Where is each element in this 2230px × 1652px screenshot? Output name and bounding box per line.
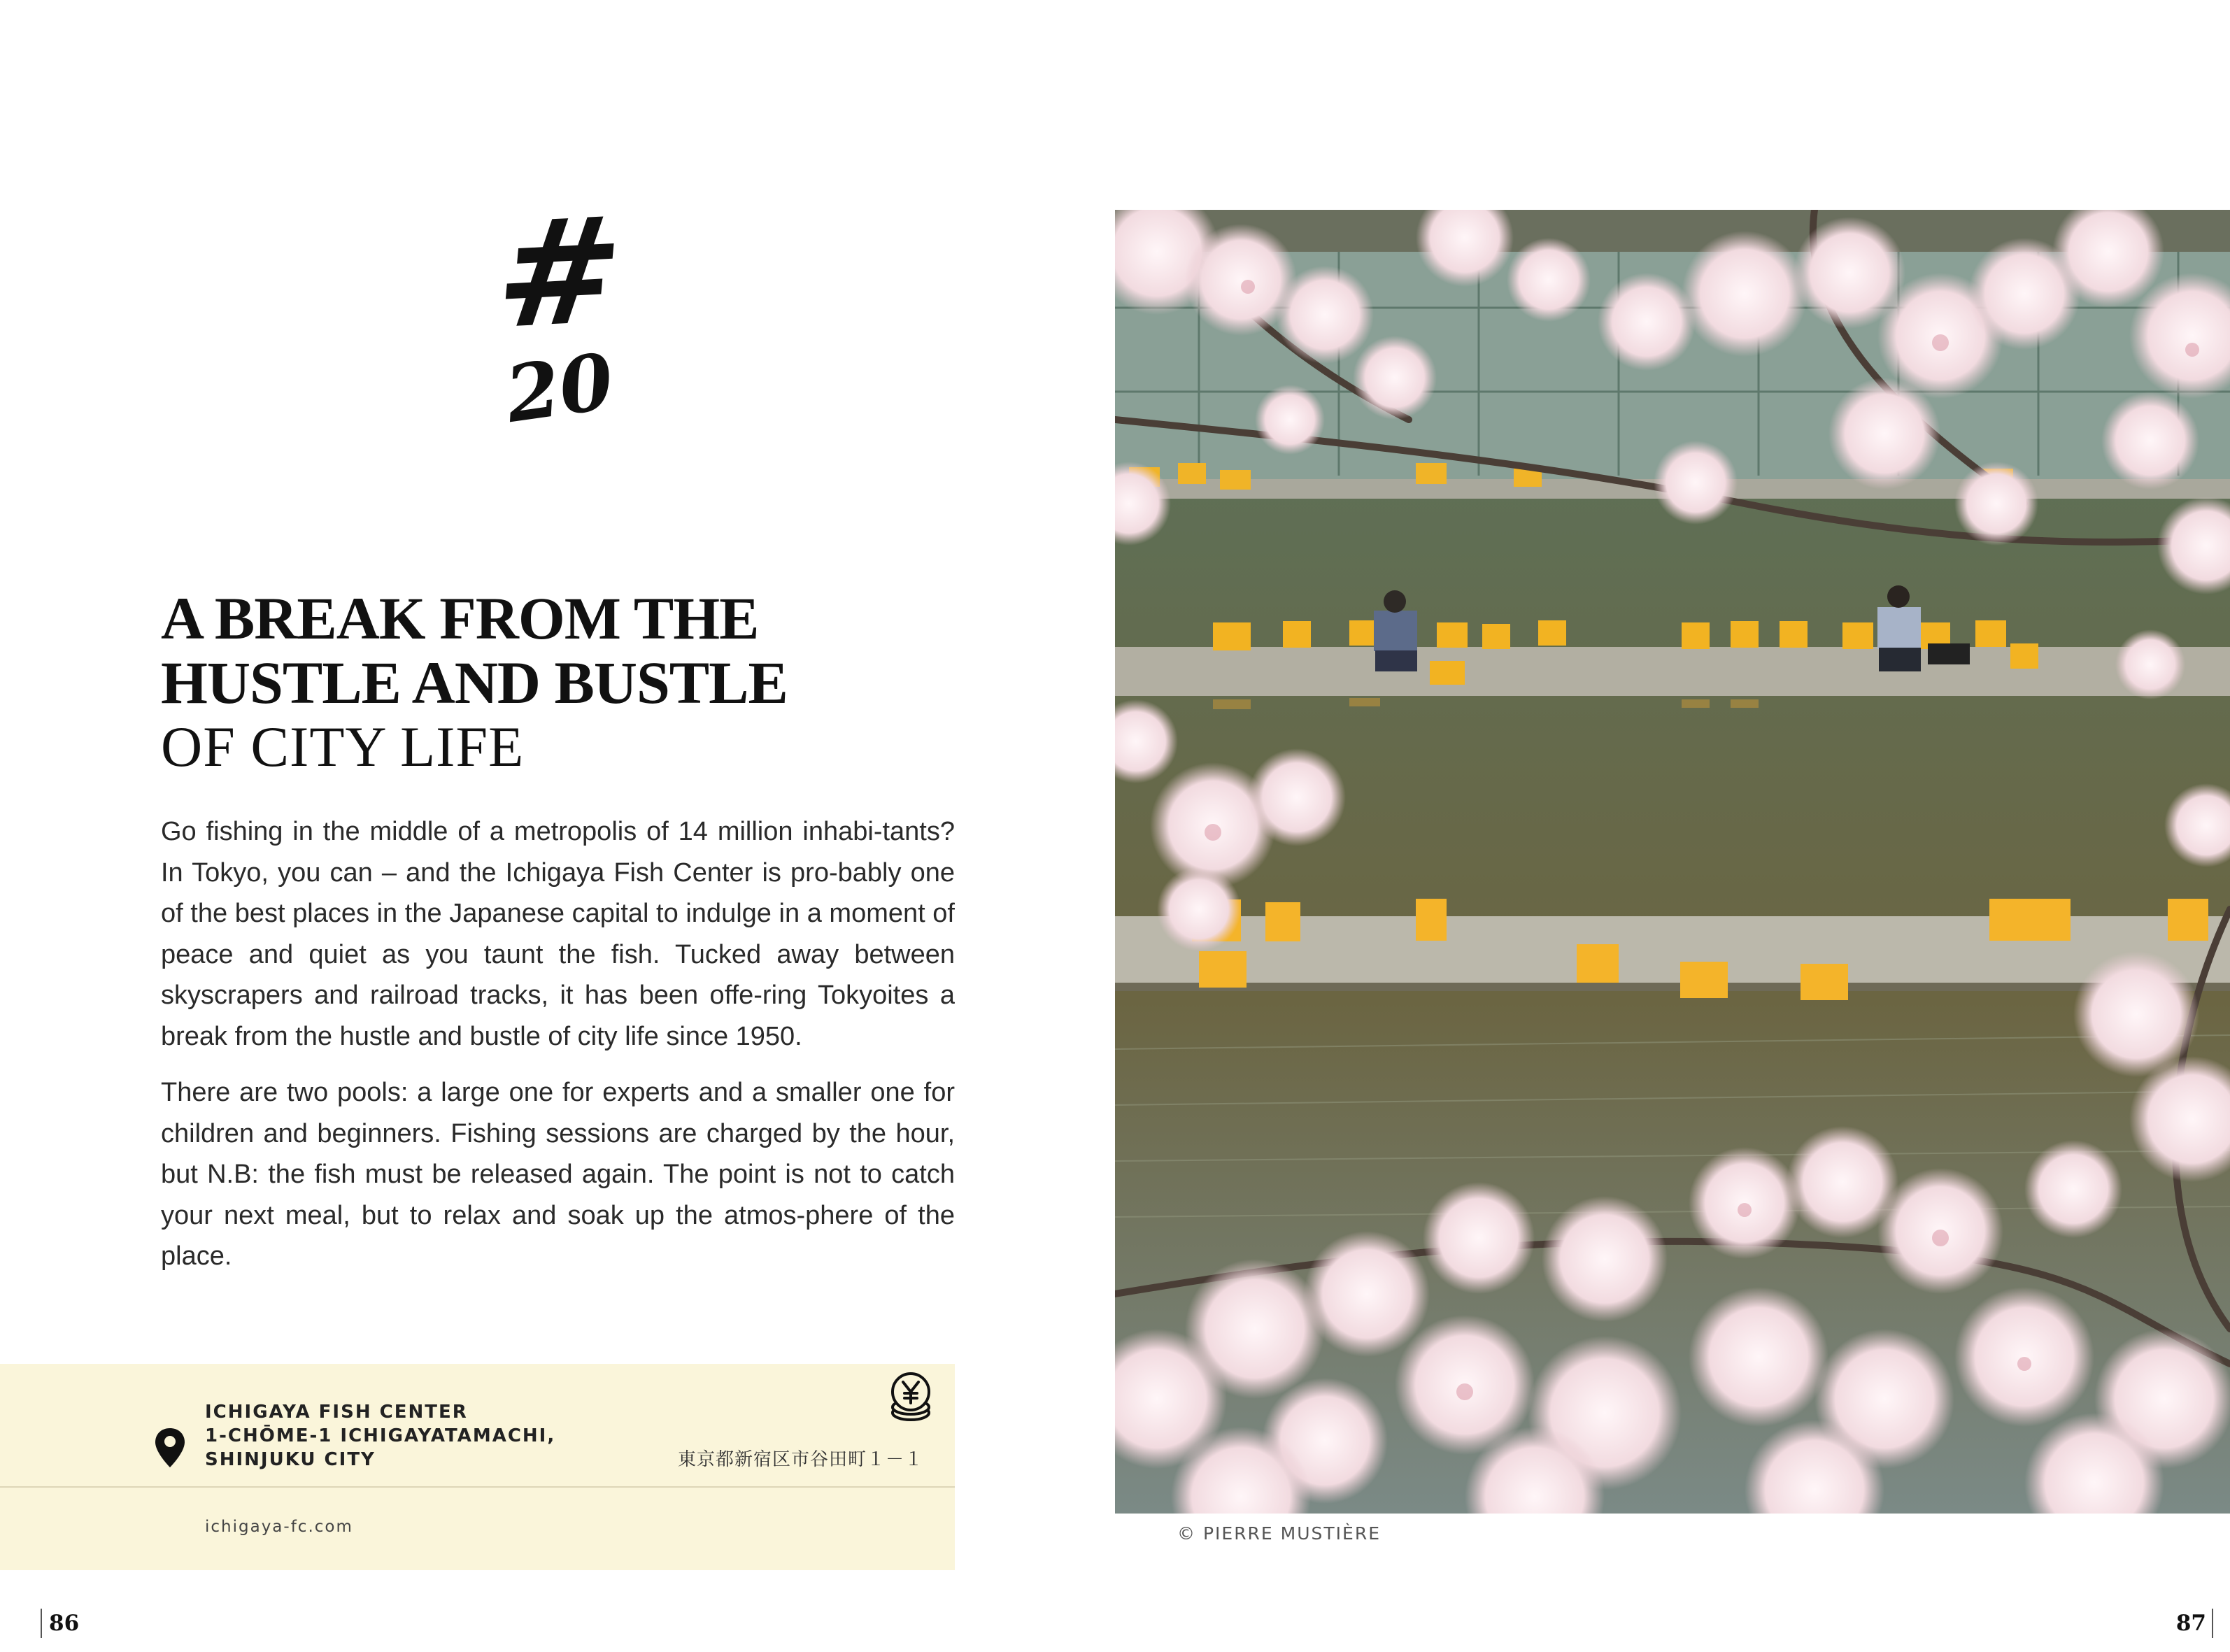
photo-credit: © PIERRE MUSTIÈRE [1177, 1523, 1382, 1544]
article-title [161, 586, 965, 779]
fishing-pond-photo [1115, 210, 2230, 1514]
address-line-1: ICHIGAYA FISH CENTER [205, 1402, 468, 1423]
info-box [0, 1364, 955, 1570]
entry-number-badge [490, 183, 630, 441]
title-line-1: A BREAK FROM THE [161, 585, 759, 652]
page-number-left: 86 [49, 1611, 80, 1636]
map-pin-icon [152, 1427, 187, 1469]
body-paragraph-2: There are two pools: a large one for experts and a smaller one for children and beginners. Fishing sessions are charged by the hour, but N.B: the fish must be released again. The point is not to catch your next meal, but to relax and soak up the atmos-phere of the place. [161, 1078, 955, 1271]
hash-symbol: # [490, 183, 630, 362]
page-rule-left [41, 1609, 42, 1638]
article-body [161, 811, 955, 1293]
title-line-2: HUSTLE AND BUSTLE [161, 649, 788, 716]
address-line-3: SHINJUKU CITY [205, 1449, 376, 1470]
entry-number: 20 [500, 335, 619, 441]
page-number-right: 87 [2175, 1611, 2206, 1636]
yen-coin-icon [889, 1371, 932, 1423]
website-link[interactable]: ichigaya-fc.com [205, 1518, 353, 1536]
address-block [205, 1400, 625, 1472]
title-line-3: OF CITY LIFE [161, 715, 525, 778]
address-line-2: 1-CHŌME-1 ICHIGAYATAMACHI, [205, 1425, 556, 1446]
photo-illustration [1115, 210, 2230, 1514]
body-paragraph-1: Go fishing in the middle of a metropolis of 14 million inhabi-tants? In Tokyo, you can – and the Ichigaya Fish Center is pro-bably one of the best places in the Japanese capital to indulge in a moment of peace and quiet as you taunt the fish. Tucked away between skyscrapers and railroad tracks, it has been offe-ring Tokyoites a break from the hustle and bustle of city life since 1950. [161, 817, 955, 1051]
info-divider [0, 1486, 955, 1488]
japanese-address: 東京都新宿区市谷田町１－１ [677, 1449, 923, 1470]
page-rule-right [2212, 1609, 2213, 1638]
